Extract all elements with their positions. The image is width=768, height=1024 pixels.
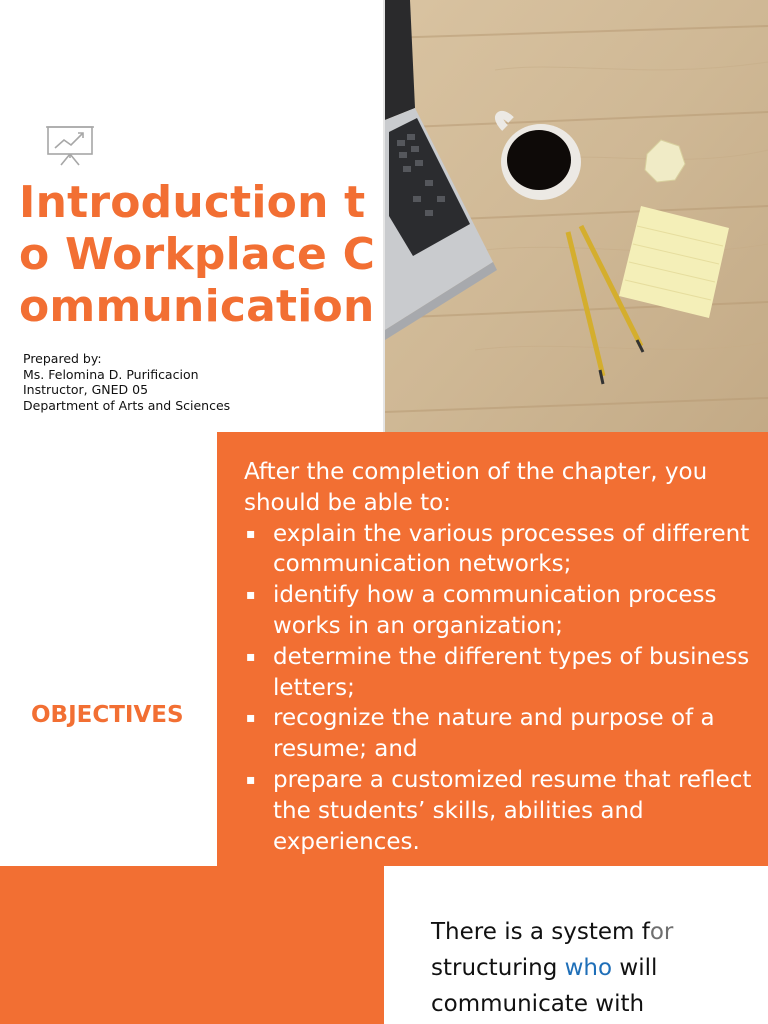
objectives-slide — [0, 432, 768, 866]
objectives-intro: After the completion of the chapter, you should be able to: — [244, 459, 708, 516]
objective-text: identify how a communication process works in an organization; — [273, 582, 717, 639]
presentation-chart-icon — [45, 124, 95, 166]
system-text-highlight: who — [564, 955, 613, 981]
objectives-heading-panel — [0, 432, 217, 866]
objective-text: prepare a customized resume that reflect the students’ skills, abilities and experiences. — [273, 766, 752, 855]
objective-text: recognize the nature and purpose of a resume; and — [273, 705, 715, 763]
list-item — [244, 580, 754, 642]
presenter-role: Instructor, GNED 05 — [23, 382, 149, 397]
square-bullet-icon: ▪ — [246, 710, 256, 727]
desk-photo — [385, 0, 768, 432]
system-text-part: or — [649, 919, 674, 945]
system-text-part: will communicate with — [431, 955, 658, 1017]
title-slide — [0, 0, 768, 432]
slide-title: Introduction to Workplace Communication — [19, 177, 376, 332]
system-text — [431, 914, 751, 1022]
system-text-part: structuring — [431, 955, 565, 981]
prepared-by-label: Prepared by: — [23, 351, 102, 366]
system-text-part: There is a system f — [431, 919, 650, 945]
list-item — [244, 642, 754, 704]
system-slide — [0, 866, 768, 1024]
objectives-heading: OBJECTIVES — [31, 702, 184, 728]
objective-text: determine the different types of business letters; — [273, 643, 750, 701]
square-bullet-icon: ▪ — [246, 587, 256, 604]
list-item — [244, 703, 754, 765]
list-item — [244, 765, 754, 857]
square-bullet-icon: ▪ — [246, 648, 256, 665]
presenter-name: Ms. Felomina D. Purificacion — [23, 366, 199, 382]
credit-block — [23, 351, 230, 413]
objective-text: explain the various processes of different communication networks; — [273, 520, 750, 578]
presenter-department: Department of Arts and Sciences — [23, 397, 231, 413]
system-text-card — [384, 866, 768, 1024]
objectives-list — [244, 519, 754, 858]
objectives-body — [244, 457, 754, 857]
square-bullet-icon: ▪ — [246, 525, 256, 542]
list-item — [244, 519, 754, 581]
square-bullet-icon: ▪ — [246, 771, 256, 788]
desk-illustration — [385, 0, 768, 432]
